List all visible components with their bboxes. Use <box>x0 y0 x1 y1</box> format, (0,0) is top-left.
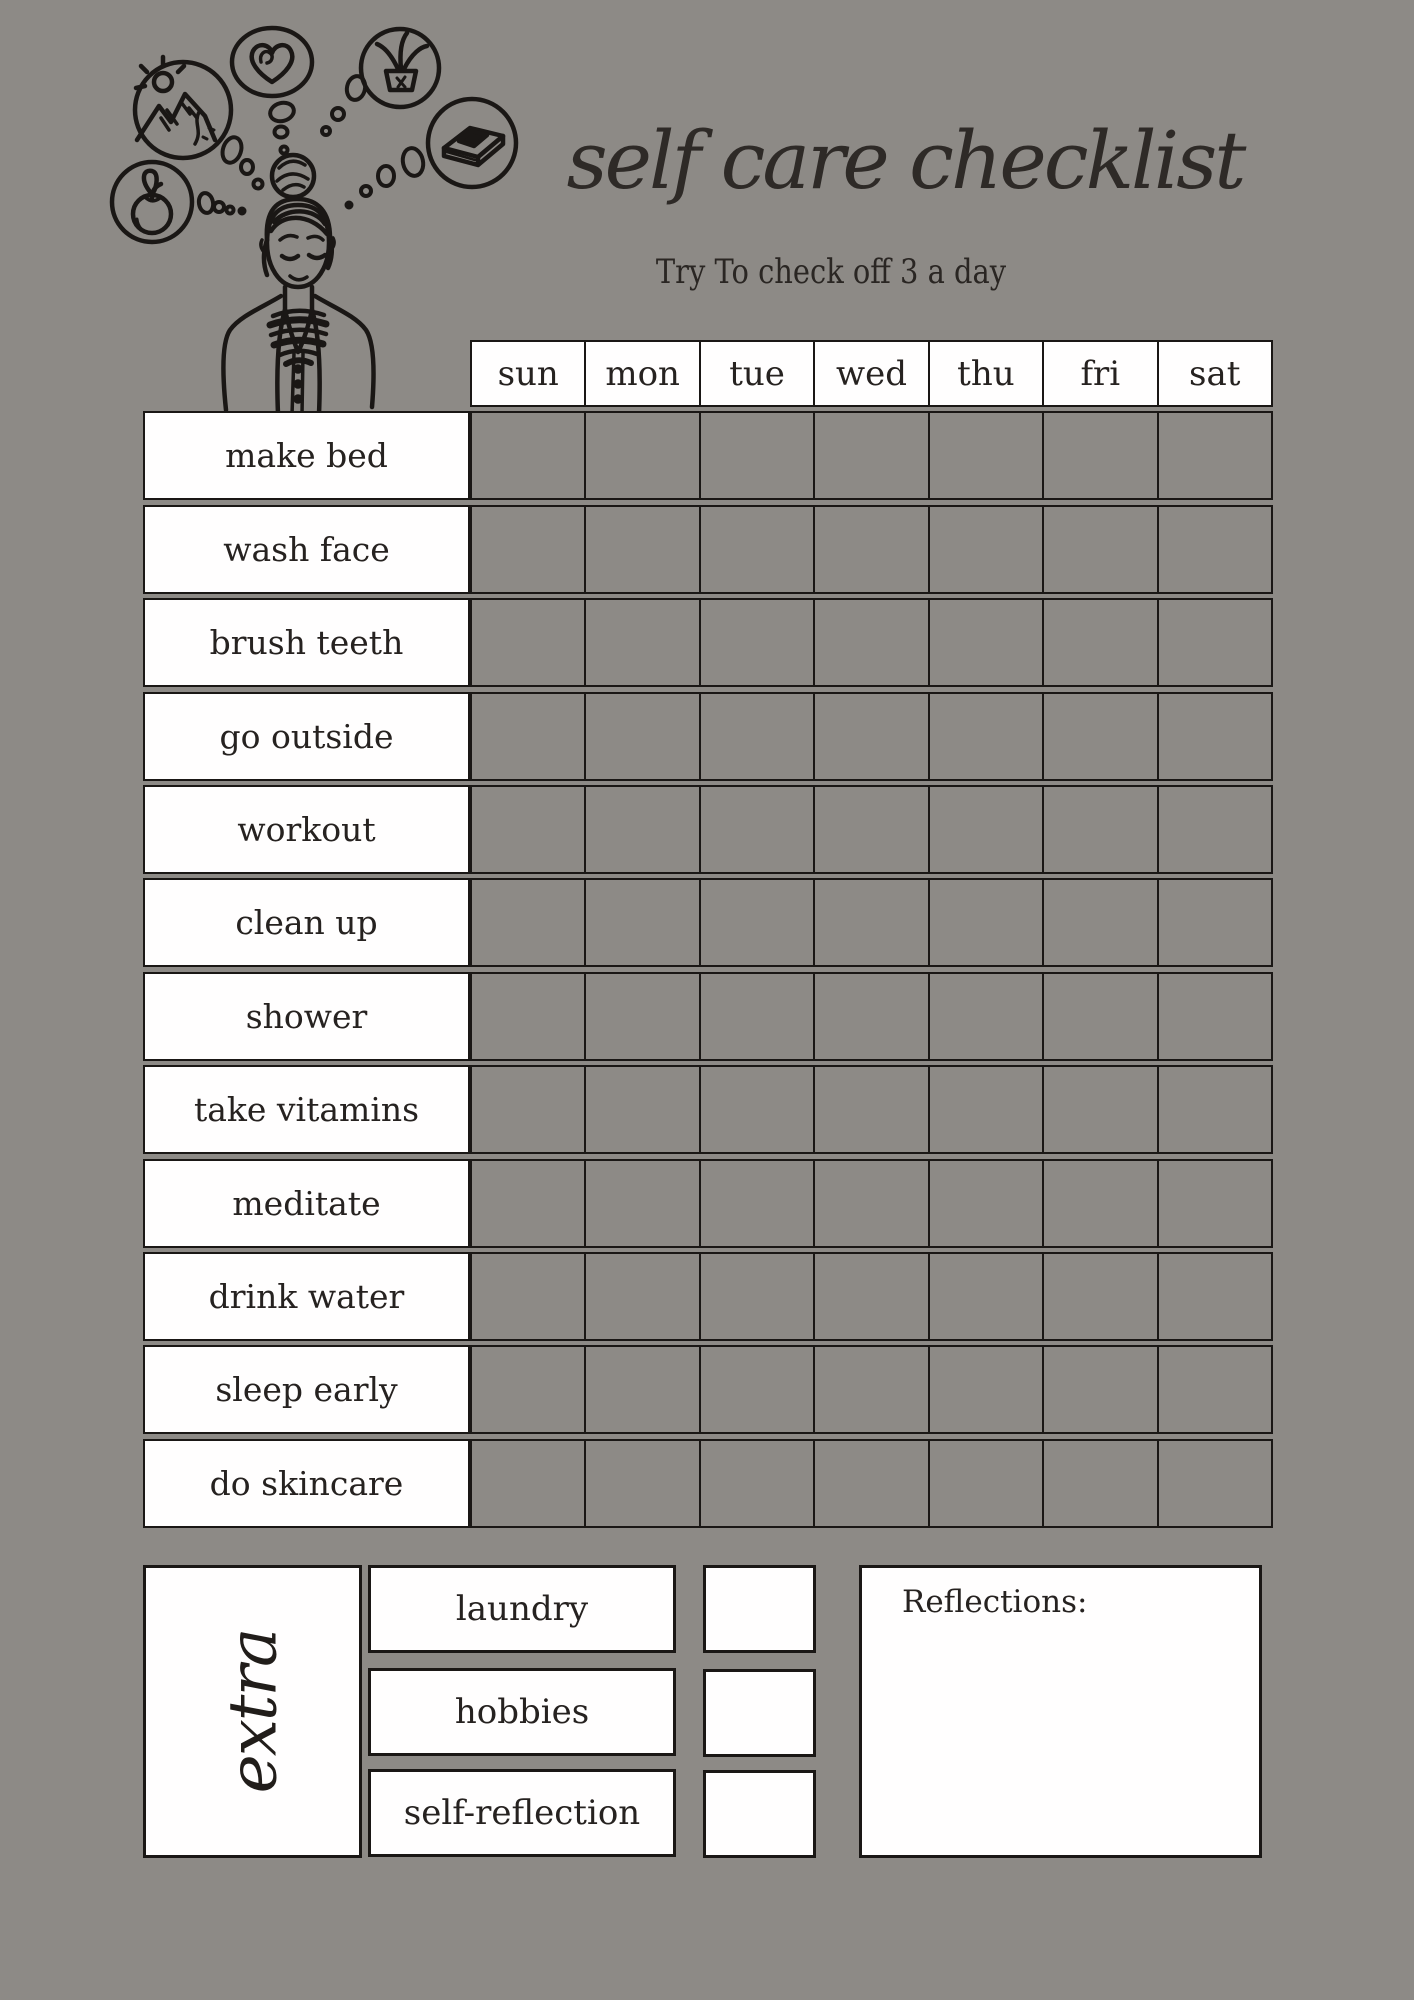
check-cell-fri[interactable] <box>1042 1252 1158 1341</box>
check-cell-thu[interactable] <box>928 1345 1044 1434</box>
check-cell-mon[interactable] <box>584 692 700 781</box>
check-cell-thu[interactable] <box>928 411 1044 500</box>
task-label: do skincare <box>143 1439 470 1528</box>
check-cell-thu[interactable] <box>928 505 1044 594</box>
task-label: brush teeth <box>143 598 470 687</box>
check-cell-thu[interactable] <box>928 598 1044 687</box>
check-cell-mon[interactable] <box>584 1065 700 1154</box>
check-cell-sat[interactable] <box>1157 505 1273 594</box>
check-cell-wed[interactable] <box>813 1159 929 1248</box>
check-cell-thu[interactable] <box>928 878 1044 967</box>
day-header-sat: sat <box>1157 340 1273 407</box>
task-label: drink water <box>143 1252 470 1341</box>
check-cell-sat[interactable] <box>1157 878 1273 967</box>
check-cell-tue[interactable] <box>699 972 815 1061</box>
check-cell-thu[interactable] <box>928 1159 1044 1248</box>
tracker-row <box>143 411 1273 500</box>
day-header-row <box>143 340 1273 407</box>
check-cell-wed[interactable] <box>813 1345 929 1434</box>
check-cell-wed[interactable] <box>813 1065 929 1154</box>
extra-item-label: hobbies <box>368 1668 676 1756</box>
check-cell-sat[interactable] <box>1157 1252 1273 1341</box>
check-cell-sat[interactable] <box>1157 972 1273 1061</box>
check-cell-sun[interactable] <box>470 505 586 594</box>
check-cell-thu[interactable] <box>928 1252 1044 1341</box>
check-cell-fri[interactable] <box>1042 598 1158 687</box>
check-cell-mon[interactable] <box>584 1159 700 1248</box>
check-cell-sun[interactable] <box>470 785 586 874</box>
check-cell-sat[interactable] <box>1157 598 1273 687</box>
habit-tracker-table <box>143 340 1273 1528</box>
check-cell-sun[interactable] <box>470 1345 586 1434</box>
check-cell-fri[interactable] <box>1042 878 1158 967</box>
extra-item-checkbox[interactable] <box>703 1669 816 1757</box>
heart-icon <box>232 28 312 96</box>
day-header-mon: mon <box>584 340 700 407</box>
extra-item-label: laundry <box>368 1565 676 1653</box>
page-subtitle <box>481 252 1181 292</box>
tracker-row <box>143 505 1273 594</box>
check-cell-sat[interactable] <box>1157 1439 1273 1528</box>
check-cell-mon[interactable] <box>584 972 700 1061</box>
day-header-fri: fri <box>1042 340 1158 407</box>
check-cell-fri[interactable] <box>1042 1159 1158 1248</box>
check-cell-wed[interactable] <box>813 411 929 500</box>
day-header-wed: wed <box>813 340 929 407</box>
check-cell-sun[interactable] <box>470 411 586 500</box>
tracker-row <box>143 692 1273 781</box>
check-cell-fri[interactable] <box>1042 411 1158 500</box>
check-cell-sat[interactable] <box>1157 785 1273 874</box>
extra-section-label-box <box>143 1565 362 1858</box>
check-cell-tue[interactable] <box>699 785 815 874</box>
tracker-row <box>143 878 1273 967</box>
task-label: shower <box>143 972 470 1061</box>
check-cell-sat[interactable] <box>1157 692 1273 781</box>
task-label: go outside <box>143 692 470 781</box>
check-cell-mon[interactable] <box>584 785 700 874</box>
task-label: workout <box>143 785 470 874</box>
header-corner-spacer <box>143 340 470 407</box>
tracker-row <box>143 972 1273 1061</box>
check-cell-sun[interactable] <box>470 878 586 967</box>
day-header-sun: sun <box>470 340 586 407</box>
tracker-row <box>143 1159 1273 1248</box>
check-cell-tue[interactable] <box>699 692 815 781</box>
check-cell-fri[interactable] <box>1042 505 1158 594</box>
check-cell-thu[interactable] <box>928 972 1044 1061</box>
check-cell-sun[interactable] <box>470 692 586 781</box>
check-cell-wed[interactable] <box>813 598 929 687</box>
check-cell-wed[interactable] <box>813 972 929 1061</box>
check-cell-sat[interactable] <box>1157 1159 1273 1248</box>
check-cell-wed[interactable] <box>813 878 929 967</box>
task-label: make bed <box>143 411 470 500</box>
reflections-label: Reflections: <box>902 1584 1088 1620</box>
check-cell-tue[interactable] <box>699 598 815 687</box>
check-cell-thu[interactable] <box>928 692 1044 781</box>
extra-item-label: self-reflection <box>368 1769 676 1857</box>
check-cell-tue[interactable] <box>699 1252 815 1341</box>
check-cell-tue[interactable] <box>699 1345 815 1434</box>
tracker-row <box>143 1252 1273 1341</box>
check-cell-thu[interactable] <box>928 1439 1044 1528</box>
task-label: wash face <box>143 505 470 594</box>
extra-item-checkbox[interactable] <box>703 1565 816 1653</box>
check-cell-tue[interactable] <box>699 1065 815 1154</box>
check-cell-fri[interactable] <box>1042 692 1158 781</box>
check-cell-mon[interactable] <box>584 878 700 967</box>
potted-plant-icon <box>361 29 439 107</box>
day-header-tue: tue <box>699 340 815 407</box>
check-cell-mon[interactable] <box>584 598 700 687</box>
check-cell-fri[interactable] <box>1042 1439 1158 1528</box>
check-cell-mon[interactable] <box>584 411 700 500</box>
check-cell-fri[interactable] <box>1042 1345 1158 1434</box>
check-cell-thu[interactable] <box>928 785 1044 874</box>
check-cell-fri[interactable] <box>1042 1065 1158 1154</box>
check-cell-wed[interactable] <box>813 505 929 594</box>
tracker-row <box>143 1345 1273 1434</box>
check-cell-tue[interactable] <box>699 1439 815 1528</box>
check-cell-sat[interactable] <box>1157 1345 1273 1434</box>
mountain-sun-icon <box>135 57 231 158</box>
task-label: take vitamins <box>143 1065 470 1154</box>
book-icon <box>428 99 516 187</box>
tracker-row <box>143 598 1273 687</box>
check-cell-tue[interactable] <box>699 1159 815 1248</box>
check-cell-mon[interactable] <box>584 1252 700 1341</box>
check-cell-sun[interactable] <box>470 1252 586 1341</box>
thought-bubbles <box>197 74 425 214</box>
task-label: meditate <box>143 1159 470 1248</box>
tracker-row <box>143 1439 1273 1528</box>
check-cell-sat[interactable] <box>1157 411 1273 500</box>
check-cell-sat[interactable] <box>1157 1065 1273 1154</box>
check-cell-sun[interactable] <box>470 1159 586 1248</box>
check-cell-mon[interactable] <box>584 505 700 594</box>
page-subtitle-text: Try To check off 3 a day <box>655 252 1007 292</box>
check-cell-sun[interactable] <box>470 1065 586 1154</box>
check-cell-mon[interactable] <box>584 1345 700 1434</box>
check-cell-sun[interactable] <box>470 1439 586 1528</box>
check-cell-wed[interactable] <box>813 692 929 781</box>
check-cell-thu[interactable] <box>928 1065 1044 1154</box>
tracker-row <box>143 1065 1273 1154</box>
check-cell-sun[interactable] <box>470 972 586 1061</box>
check-cell-wed[interactable] <box>813 1252 929 1341</box>
page-title: self care checklist <box>566 114 1244 207</box>
extras-section <box>143 1565 1263 1858</box>
check-cell-mon[interactable] <box>584 1439 700 1528</box>
apple-icon <box>112 162 192 242</box>
check-cell-wed[interactable] <box>813 1439 929 1528</box>
check-cell-tue[interactable] <box>699 505 815 594</box>
check-cell-tue[interactable] <box>699 878 815 967</box>
extra-item-checkbox[interactable] <box>703 1770 816 1858</box>
reflections-box[interactable] <box>859 1565 1262 1858</box>
check-cell-fri[interactable] <box>1042 785 1158 874</box>
day-header-thu: thu <box>928 340 1044 407</box>
task-label: sleep early <box>143 1345 470 1434</box>
task-label: clean up <box>143 878 470 967</box>
check-cell-tue[interactable] <box>699 411 815 500</box>
check-cell-sun[interactable] <box>470 598 586 687</box>
check-cell-wed[interactable] <box>813 785 929 874</box>
extra-script-label: extra <box>213 1629 291 1794</box>
tracker-row <box>143 785 1273 874</box>
check-cell-fri[interactable] <box>1042 972 1158 1061</box>
